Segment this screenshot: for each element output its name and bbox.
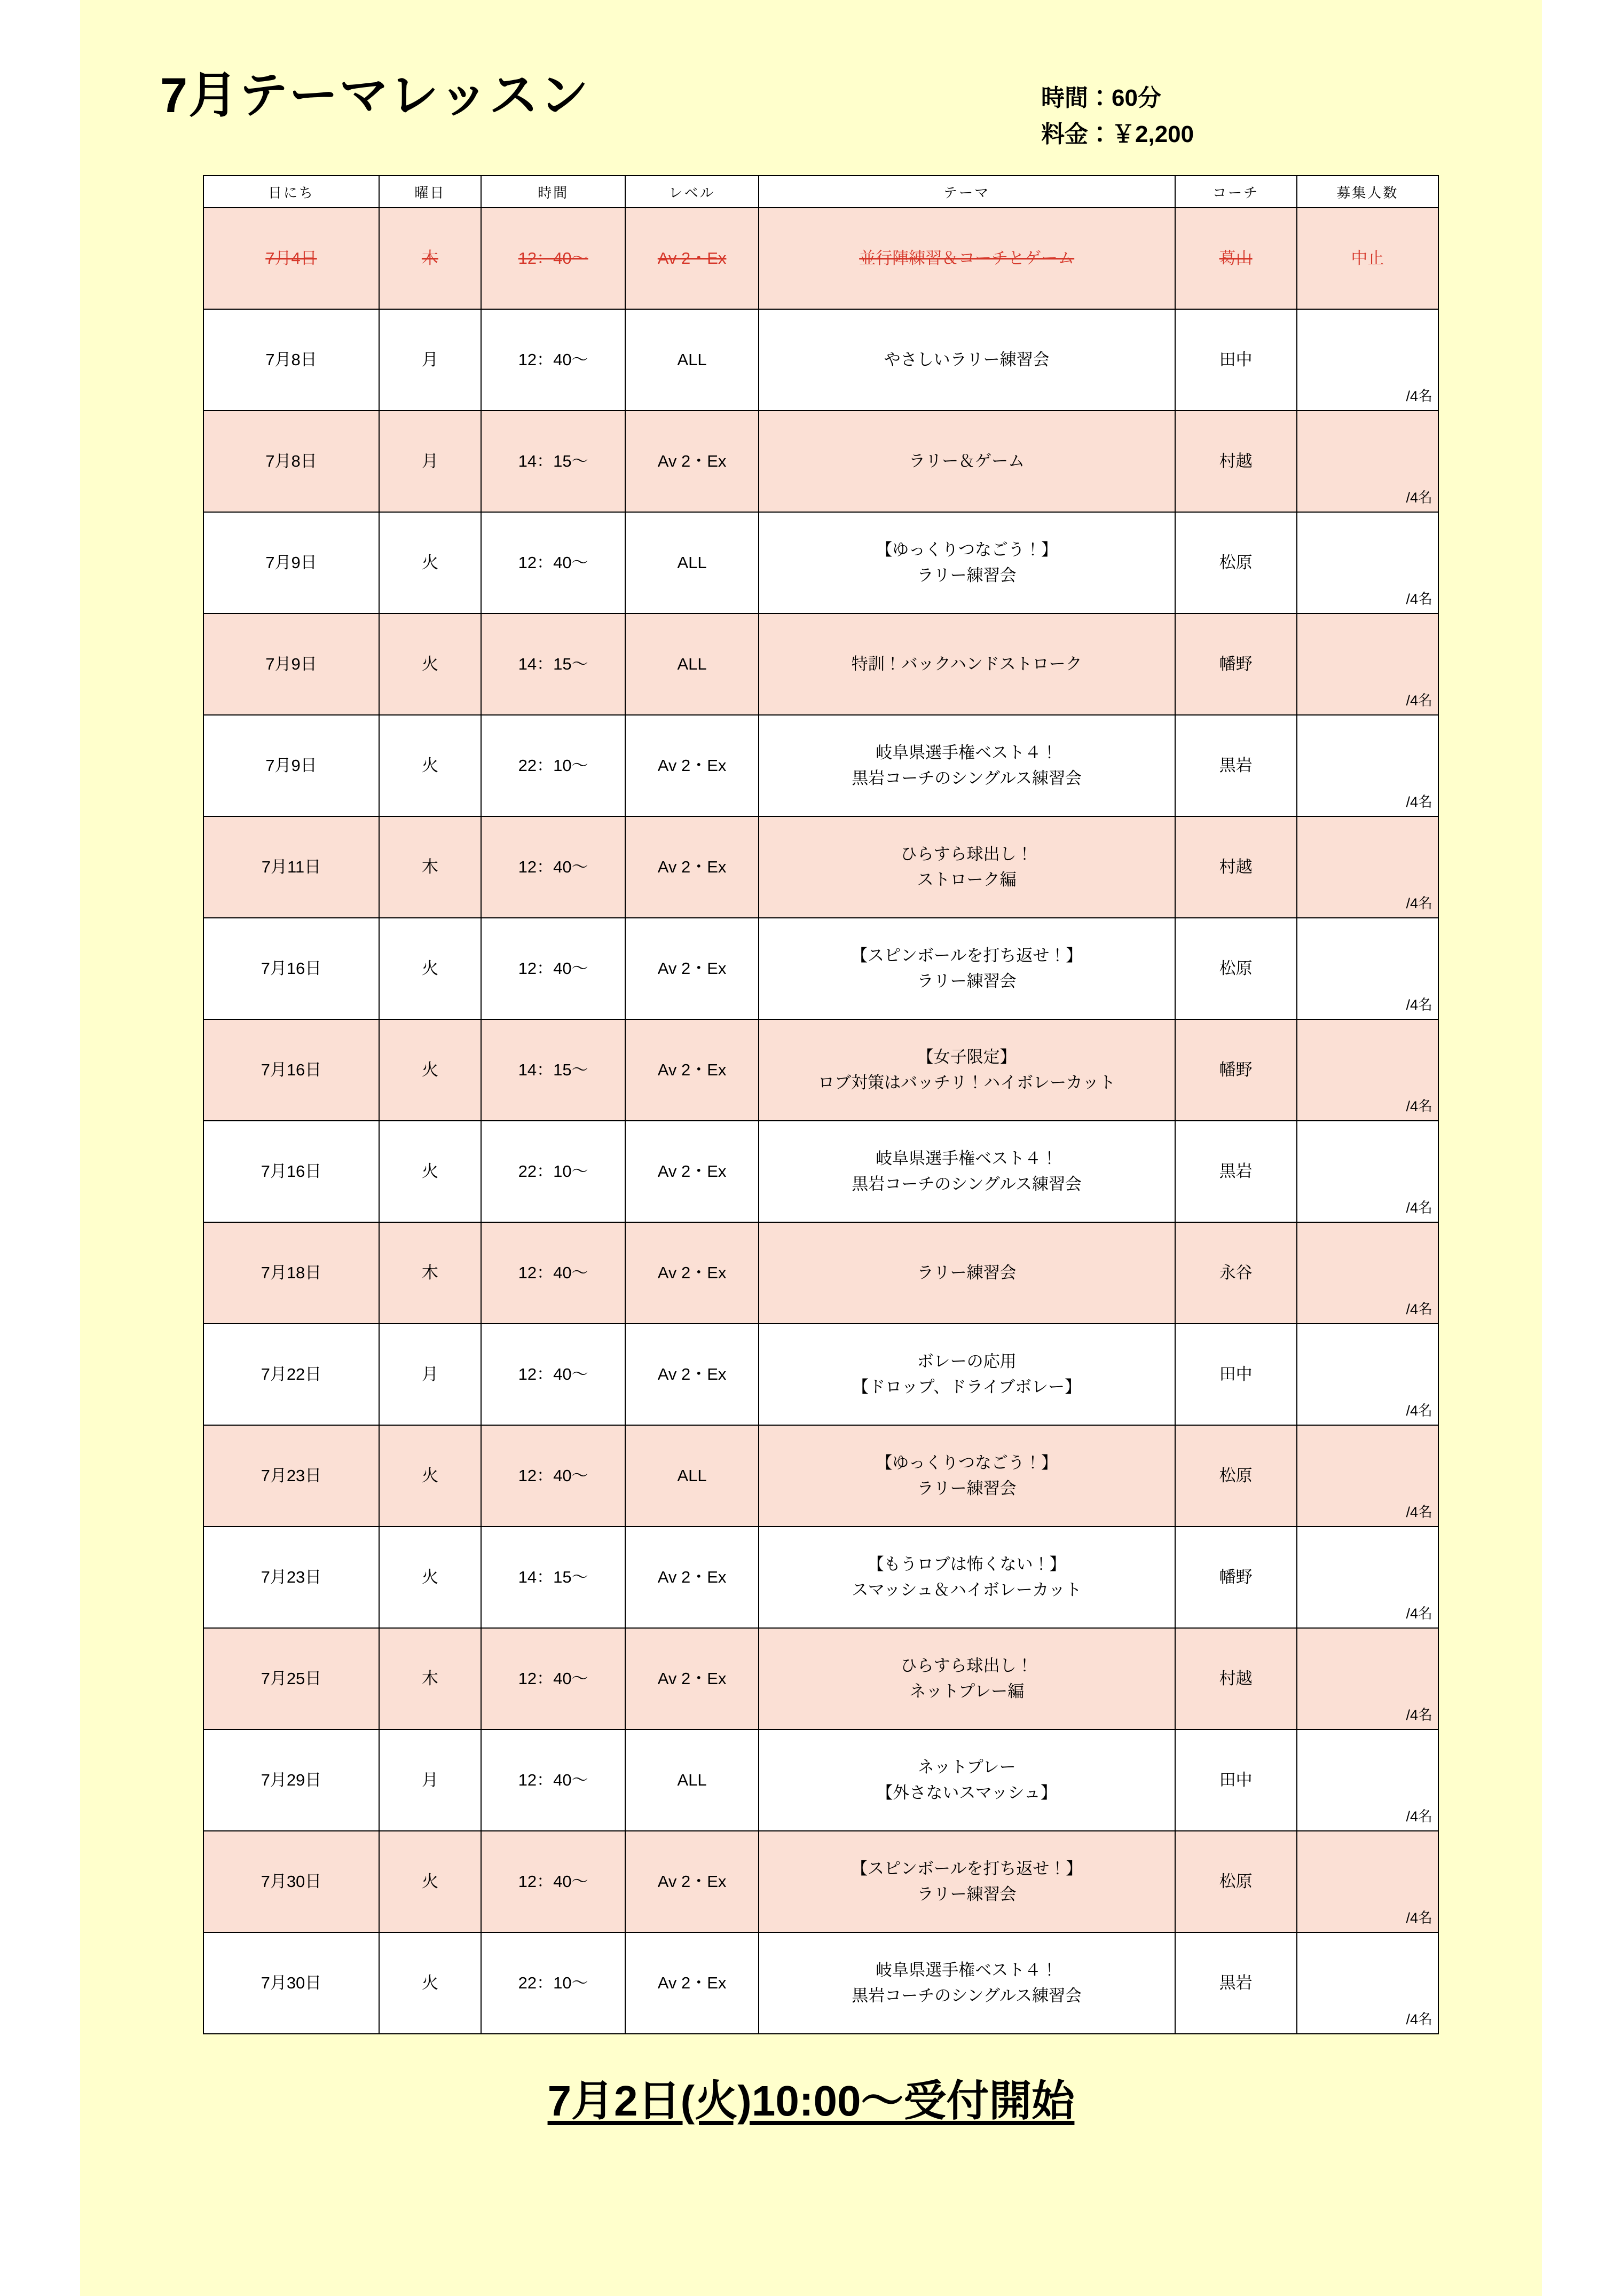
cell-day: 火 xyxy=(379,1831,481,1932)
page-margin-right xyxy=(1542,0,1622,2296)
theme-line: ひらすら球出し！ xyxy=(900,1656,1033,1675)
cell-coach: 村越 xyxy=(1175,411,1297,512)
cell-time: 14：15〜 xyxy=(481,411,626,512)
capacity-text: /4名 xyxy=(1406,996,1432,1013)
cell-time: 12：40〜 xyxy=(481,1324,626,1425)
header-meta xyxy=(1041,80,1194,153)
cell-day: 木 xyxy=(379,1628,481,1729)
cell-day: 火 xyxy=(379,614,481,715)
poster-content xyxy=(80,0,1542,2296)
cell-coach: 葛山 xyxy=(1175,208,1297,309)
cell-coach: 黒岩 xyxy=(1175,715,1297,816)
lesson-price: 料金：￥2,200 xyxy=(1041,121,1194,148)
cell-coach: 田中 xyxy=(1175,309,1297,411)
theme-line: 並行陣練習＆コーチとゲーム xyxy=(859,248,1075,268)
column-header-level: レベル xyxy=(625,176,758,208)
cell-day: 月 xyxy=(379,1729,481,1831)
cell-capacity xyxy=(1297,918,1438,1019)
cell-time: 12：40〜 xyxy=(481,918,626,1019)
capacity-text: /4名 xyxy=(1406,2011,1432,2027)
theme-line: ひらすら球出し！ xyxy=(900,844,1033,863)
table-row xyxy=(203,1831,1438,1932)
theme-line: 岐阜県選手権ベスト４！ xyxy=(876,1149,1058,1168)
cell-level: Av 2・Ex xyxy=(625,411,758,512)
cell-coach: 黒岩 xyxy=(1175,1121,1297,1222)
cell-capacity xyxy=(1297,512,1438,614)
capacity-text: /4名 xyxy=(1406,1301,1432,1317)
cell-capacity xyxy=(1297,1121,1438,1222)
capacity-text: /4名 xyxy=(1406,1707,1432,1723)
table-row xyxy=(203,1628,1438,1729)
theme-line: ラリー練習会 xyxy=(917,566,1017,585)
cell-capacity xyxy=(1297,411,1438,512)
cell-coach: 松原 xyxy=(1175,1425,1297,1527)
cell-theme xyxy=(759,1222,1175,1324)
page-margin-left xyxy=(0,0,80,2296)
cell-theme xyxy=(759,1628,1175,1729)
cell-theme xyxy=(759,1425,1175,1527)
cell-theme xyxy=(759,512,1175,614)
table-row xyxy=(203,309,1438,411)
cell-time: 22：10〜 xyxy=(481,715,626,816)
cell-time: 12：40〜 xyxy=(481,1222,626,1324)
theme-line: 岐阜県選手権ベスト４！ xyxy=(876,1960,1058,1979)
cell-day: 木 xyxy=(379,1222,481,1324)
cell-day: 火 xyxy=(379,1425,481,1527)
cell-capacity xyxy=(1297,1729,1438,1831)
capacity-text: /4名 xyxy=(1406,793,1432,810)
cell-date: 7月30日 xyxy=(203,1932,379,2034)
cell-day: 火 xyxy=(379,1527,481,1628)
cell-coach: 松原 xyxy=(1175,512,1297,614)
theme-line: ネットプレー編 xyxy=(909,1682,1025,1701)
cell-capacity xyxy=(1297,715,1438,816)
table-row xyxy=(203,918,1438,1019)
cell-date: 7月4日 xyxy=(203,208,379,309)
table-header-row xyxy=(203,176,1438,208)
capacity-text: /4名 xyxy=(1406,1605,1432,1622)
cell-level: ALL xyxy=(625,512,758,614)
cell-capacity xyxy=(1297,1932,1438,2034)
table-row xyxy=(203,816,1438,918)
cell-theme xyxy=(759,1121,1175,1222)
cell-time: 12：40〜 xyxy=(481,1628,626,1729)
cell-theme xyxy=(759,411,1175,512)
cell-day: 月 xyxy=(379,309,481,411)
capacity-text: /4名 xyxy=(1406,388,1432,404)
cell-day: 木 xyxy=(379,816,481,918)
cell-date: 7月11日 xyxy=(203,816,379,918)
cell-theme xyxy=(759,208,1175,309)
theme-line: 黒岩コーチのシングルス練習会 xyxy=(852,1986,1082,2005)
theme-line: ラリー練習会 xyxy=(917,972,1017,990)
cell-time: 12：40〜 xyxy=(481,1425,626,1527)
cell-coach: 幡野 xyxy=(1175,614,1297,715)
cell-date: 7月22日 xyxy=(203,1324,379,1425)
theme-line: ラリー練習会 xyxy=(917,1263,1017,1282)
cell-coach: 村越 xyxy=(1175,816,1297,918)
cell-time: 12：40〜 xyxy=(481,1831,626,1932)
cell-theme xyxy=(759,1729,1175,1831)
cell-date: 7月25日 xyxy=(203,1628,379,1729)
cell-coach: 松原 xyxy=(1175,918,1297,1019)
table-row xyxy=(203,208,1438,309)
cell-capacity xyxy=(1297,614,1438,715)
table-row xyxy=(203,614,1438,715)
poster-header xyxy=(80,0,1542,148)
theme-line: 【もうロブは怖くない！】 xyxy=(867,1554,1066,1574)
cell-coach: 田中 xyxy=(1175,1729,1297,1831)
cell-day: 火 xyxy=(379,1932,481,2034)
cell-coach: 黒岩 xyxy=(1175,1932,1297,2034)
cell-time: 22：10〜 xyxy=(481,1121,626,1222)
cell-day: 火 xyxy=(379,1121,481,1222)
cell-date: 7月8日 xyxy=(203,411,379,512)
cell-level: Av 2・Ex xyxy=(625,208,758,309)
cell-time: 14：15〜 xyxy=(481,1019,626,1121)
cell-date: 7月9日 xyxy=(203,715,379,816)
capacity-text: /4名 xyxy=(1406,489,1432,506)
cell-level: ALL xyxy=(625,1729,758,1831)
theme-line: 【スピンボールを打ち返せ！】 xyxy=(851,946,1083,965)
theme-line: ラリー練習会 xyxy=(917,1885,1017,1904)
theme-line: ネットプレー xyxy=(917,1757,1016,1776)
cell-level: Av 2・Ex xyxy=(625,1019,758,1121)
theme-line: やさしいラリー練習会 xyxy=(884,350,1050,369)
theme-line: 【ゆっくりつなごう！】 xyxy=(876,540,1058,559)
capacity-text: /4名 xyxy=(1406,591,1432,607)
theme-line: 黒岩コーチのシングルス練習会 xyxy=(852,769,1082,788)
cell-date: 7月8日 xyxy=(203,309,379,411)
table-row xyxy=(203,715,1438,816)
table-row xyxy=(203,1019,1438,1121)
cell-time: 12：40〜 xyxy=(481,512,626,614)
schedule-table-wrapper xyxy=(203,175,1439,2034)
cell-level: Av 2・Ex xyxy=(625,1121,758,1222)
cell-level: Av 2・Ex xyxy=(625,715,758,816)
theme-line: スマッシュ＆ハイボレーカット xyxy=(852,1581,1082,1599)
cell-date: 7月30日 xyxy=(203,1831,379,1932)
cell-level: ALL xyxy=(625,1425,758,1527)
cell-time: 12：40〜 xyxy=(481,1729,626,1831)
capacity-text: /4名 xyxy=(1406,895,1432,911)
table-row xyxy=(203,1324,1438,1425)
cell-coach: 松原 xyxy=(1175,1831,1297,1932)
cell-level: ALL xyxy=(625,309,758,411)
cell-day: 月 xyxy=(379,411,481,512)
cell-date: 7月16日 xyxy=(203,1121,379,1222)
cell-theme xyxy=(759,614,1175,715)
theme-line: 【ゆっくりつなごう！】 xyxy=(876,1453,1058,1472)
cell-capacity xyxy=(1297,1425,1438,1527)
cell-date: 7月29日 xyxy=(203,1729,379,1831)
theme-line: ボレーの応用 xyxy=(917,1351,1017,1371)
theme-line: 岐阜県選手権ベスト４！ xyxy=(876,743,1058,762)
cell-date: 7月23日 xyxy=(203,1527,379,1628)
registration-note: 7月2日(火)10:00〜受付開始 xyxy=(547,2077,1075,2125)
theme-line: ストローク編 xyxy=(917,870,1017,889)
cell-capacity xyxy=(1297,1019,1438,1121)
cell-capacity xyxy=(1297,1831,1438,1932)
cell-capacity xyxy=(1297,208,1438,309)
capacity-text: /4名 xyxy=(1406,1098,1432,1114)
cell-level: Av 2・Ex xyxy=(625,1932,758,2034)
cell-day: 月 xyxy=(379,1324,481,1425)
cell-theme xyxy=(759,1932,1175,2034)
cell-capacity xyxy=(1297,1222,1438,1324)
theme-line: 黒岩コーチのシングルス練習会 xyxy=(852,1175,1082,1193)
cell-theme xyxy=(759,1324,1175,1425)
theme-line: ラリー練習会 xyxy=(917,1479,1017,1498)
column-header-time: 時間 xyxy=(481,176,626,208)
table-row xyxy=(203,1121,1438,1222)
column-header-coach: コーチ xyxy=(1175,176,1297,208)
cell-day: 火 xyxy=(379,1019,481,1121)
cell-coach: 田中 xyxy=(1175,1324,1297,1425)
page-title: 7月テーマレッスン xyxy=(160,68,590,123)
status-badge: 中止 xyxy=(1351,248,1384,268)
cell-capacity xyxy=(1297,816,1438,918)
cell-capacity xyxy=(1297,309,1438,411)
cell-time: 12：40〜 xyxy=(481,816,626,918)
table-row xyxy=(203,512,1438,614)
table-row xyxy=(203,1932,1438,2034)
cell-theme xyxy=(759,715,1175,816)
cell-capacity xyxy=(1297,1628,1438,1729)
table-header xyxy=(203,176,1438,208)
cell-level: Av 2・Ex xyxy=(625,1222,758,1324)
table-row xyxy=(203,1425,1438,1527)
cell-theme xyxy=(759,816,1175,918)
cell-level: ALL xyxy=(625,614,758,715)
cell-time: 12：40〜 xyxy=(481,309,626,411)
schedule-table xyxy=(203,175,1439,2034)
cell-day: 火 xyxy=(379,512,481,614)
lesson-duration: 時間：60分 xyxy=(1041,85,1161,111)
cell-theme xyxy=(759,918,1175,1019)
cell-day: 木 xyxy=(379,208,481,309)
cell-date: 7月9日 xyxy=(203,614,379,715)
capacity-text: /4名 xyxy=(1406,1199,1432,1216)
theme-line: 【女子限定】 xyxy=(917,1047,1017,1066)
theme-line: 【ドロップ、ドライブボレー】 xyxy=(852,1378,1082,1396)
cell-level: Av 2・Ex xyxy=(625,816,758,918)
cell-day: 火 xyxy=(379,715,481,816)
cell-theme xyxy=(759,309,1175,411)
cell-theme xyxy=(759,1527,1175,1628)
theme-line: 【外さないスマッシュ】 xyxy=(876,1783,1057,1802)
cell-level: Av 2・Ex xyxy=(625,918,758,1019)
table-row xyxy=(203,1222,1438,1324)
cell-level: Av 2・Ex xyxy=(625,1527,758,1628)
cell-level: Av 2・Ex xyxy=(625,1324,758,1425)
cell-time: 22：10〜 xyxy=(481,1932,626,2034)
capacity-text: /4名 xyxy=(1406,1909,1432,1926)
capacity-text: /4名 xyxy=(1406,1808,1432,1825)
capacity-text: /4名 xyxy=(1406,1402,1432,1419)
cell-level: Av 2・Ex xyxy=(625,1831,758,1932)
table-body xyxy=(203,208,1438,2034)
cell-theme xyxy=(759,1019,1175,1121)
table-row xyxy=(203,1527,1438,1628)
cell-day: 火 xyxy=(379,918,481,1019)
theme-line: ラリー＆ゲーム xyxy=(909,451,1025,470)
cell-level: Av 2・Ex xyxy=(625,1628,758,1729)
theme-line: ロブ対策はバッチリ！ハイボレーカット xyxy=(818,1073,1116,1092)
cell-coach: 村越 xyxy=(1175,1628,1297,1729)
column-header-theme: テーマ xyxy=(759,176,1175,208)
table-row xyxy=(203,1729,1438,1831)
cell-date: 7月9日 xyxy=(203,512,379,614)
cell-time: 14：15〜 xyxy=(481,1527,626,1628)
theme-line: 【スピンボールを打ち返せ！】 xyxy=(851,1859,1083,1878)
cell-date: 7月16日 xyxy=(203,918,379,1019)
cell-capacity xyxy=(1297,1324,1438,1425)
cell-date: 7月23日 xyxy=(203,1425,379,1527)
column-header-date: 日にち xyxy=(203,176,379,208)
cell-coach: 幡野 xyxy=(1175,1527,1297,1628)
cell-capacity xyxy=(1297,1527,1438,1628)
cell-coach: 永谷 xyxy=(1175,1222,1297,1324)
cell-time: 12：40〜 xyxy=(481,208,626,309)
table-row xyxy=(203,411,1438,512)
cell-date: 7月16日 xyxy=(203,1019,379,1121)
cell-time: 14：15〜 xyxy=(481,614,626,715)
cell-theme xyxy=(759,1831,1175,1932)
column-header-day: 曜日 xyxy=(379,176,481,208)
capacity-text: /4名 xyxy=(1406,1504,1432,1520)
capacity-text: /4名 xyxy=(1406,692,1432,709)
cell-date: 7月18日 xyxy=(203,1222,379,1324)
theme-line: 特訓！バックハンドストローク xyxy=(851,654,1082,673)
cell-coach: 幡野 xyxy=(1175,1019,1297,1121)
column-header-capacity: 募集人数 xyxy=(1297,176,1438,208)
